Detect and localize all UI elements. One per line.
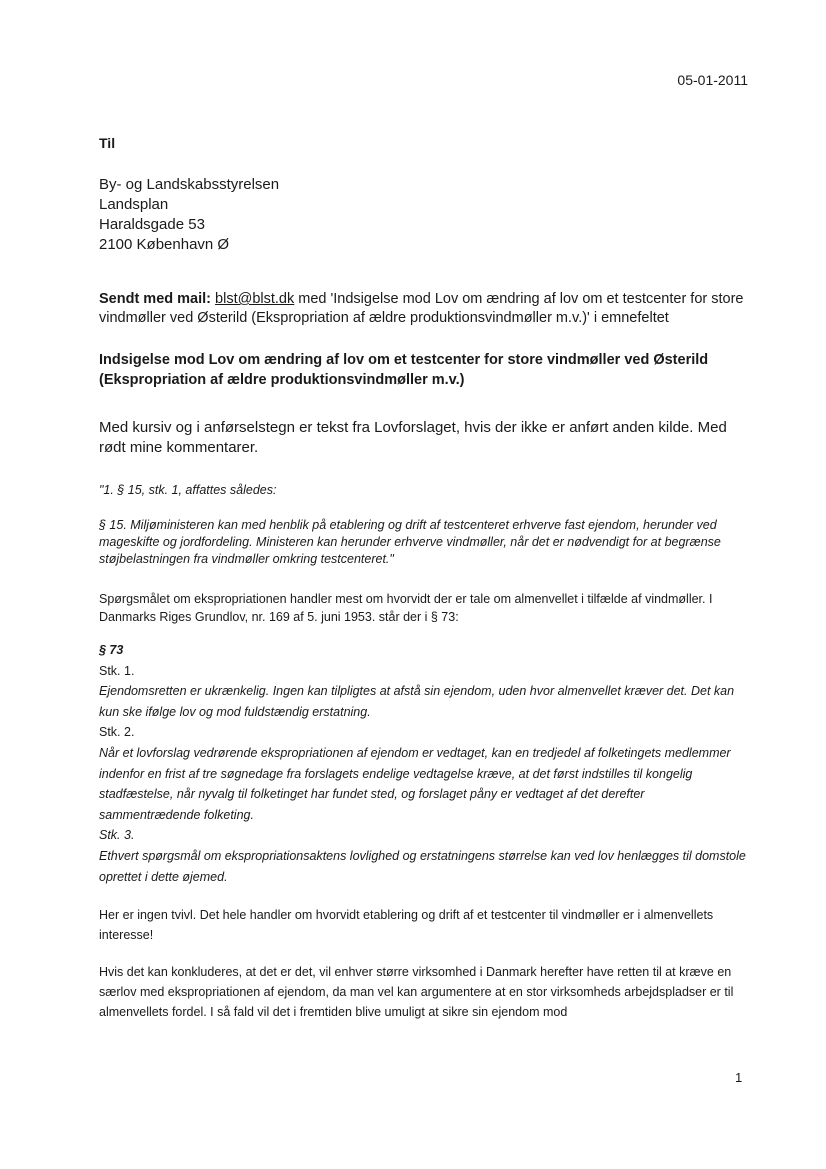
mail-label: Sendt med mail: — [99, 291, 211, 307]
body-paragraph: Her er ingen tvivl. Det hele handler om hvorvidt etablering og drift af et testcenter til vindmøller er i almenvellets interesse! — [99, 908, 714, 942]
law-stk-label: Stk. 3. — [99, 828, 135, 843]
law-stk-text: Når et lovforslag vedrørende ekspropriationen af ejendom er vedtaget, kan en tredjedel af folketingets medlemmer indenfor en frist af tre søgnedage fra forslagets endelige vedtagelse kræve, at det først indstilles til kongelig stadfæstelse, når nyvalg til folketinget har fundet sted, og forslaget påny er vedtaget af det derefter sammentrædende folketing. — [99, 745, 731, 822]
law-stk-text: Ejendomsretten er ukrænkelig. Ingen kan tilpligtes at afstå sin ejendom, uden hvor almenvellet kræver det. Det kan kun ske ifølge lov og mod fuldstændig erstatning. — [99, 684, 735, 719]
mail-notice — [99, 290, 749, 328]
address-line: Haraldsgade 53 — [99, 216, 205, 233]
letter-date: 05-01-2011 — [677, 72, 748, 88]
law-excerpt — [99, 640, 749, 887]
body-paragraph: Spørgsmålet om ekspropriationen handler mest om hvorvidt der er tale om almenvellet i tilfælde af vindmøller. I Danmarks Riges Grundlov, nr. 169 af 5. juni 1953. står der i § 73: — [99, 592, 713, 624]
recipient-heading: Til — [99, 135, 116, 151]
law-stk-label: Stk. 1. — [99, 663, 135, 678]
mail-text: med 'Indsigelse mod Lov om ændring af lov om et testcenter for store vindmøller ved Østerild (Ekspropriation af ældre produktionsvindmøller m.v.)' i emnefeltet — [99, 291, 744, 326]
intro-paragraph: Med kursiv og i anførselstegn er tekst fra Lovforslaget, hvis der ikke er anført anden kilde. Med rødt mine kommentarer. — [99, 419, 727, 456]
quote-line: "1. § 15, stk. 1, affattes således: — [99, 483, 277, 497]
body-paragraph: Hvis det kan konkluderes, at det er det, vil enhver større virksomhed i Danmark herefter have retten til at kræve en særlov med ekspropriationen af ejendom, da man vel kan argumentere at en stor virksomheds arbejdspladser er til almenvellets fordel. I så fald vil det i fremtiden blive umuligt at sikre sin ejendom mod — [99, 965, 734, 1019]
address-line: Landsplan — [99, 196, 169, 213]
recipient-address — [99, 175, 279, 255]
quote-paragraph: § 15. Miljøministeren kan med henblik på etablering og drift af testcenteret erhverve fast ejendom, herunder ved mageskifte og jordfordeling. Ministeren kan herunder erhverve vindmøller, når det er nødvendigt for at begrænse støjbelastningen fra vindmøller omkring testcenteret." — [99, 518, 721, 566]
mail-email-link[interactable]: blst@blst.dk — [215, 291, 295, 307]
law-title: § 73 — [99, 643, 124, 657]
law-stk-label: Stk. 2. — [99, 725, 135, 740]
law-stk-text: Ethvert spørgsmål om ekspropriationsaktens lovlighed og erstatningens størrelse kan ved lov henlægges til domstole oprettet i dette øjemed. — [99, 848, 746, 884]
address-line: By- og Landskabsstyrelsen — [99, 176, 280, 193]
letter-heading: Indsigelse mod Lov om ændring af lov om et testcenter for store vindmøller ved Østerild (Ekspropriation af ældre produktionsvindmøller m.v.) — [99, 352, 709, 388]
page-number: 1 — [735, 1070, 743, 1085]
address-line: 2100 København Ø — [99, 236, 230, 253]
